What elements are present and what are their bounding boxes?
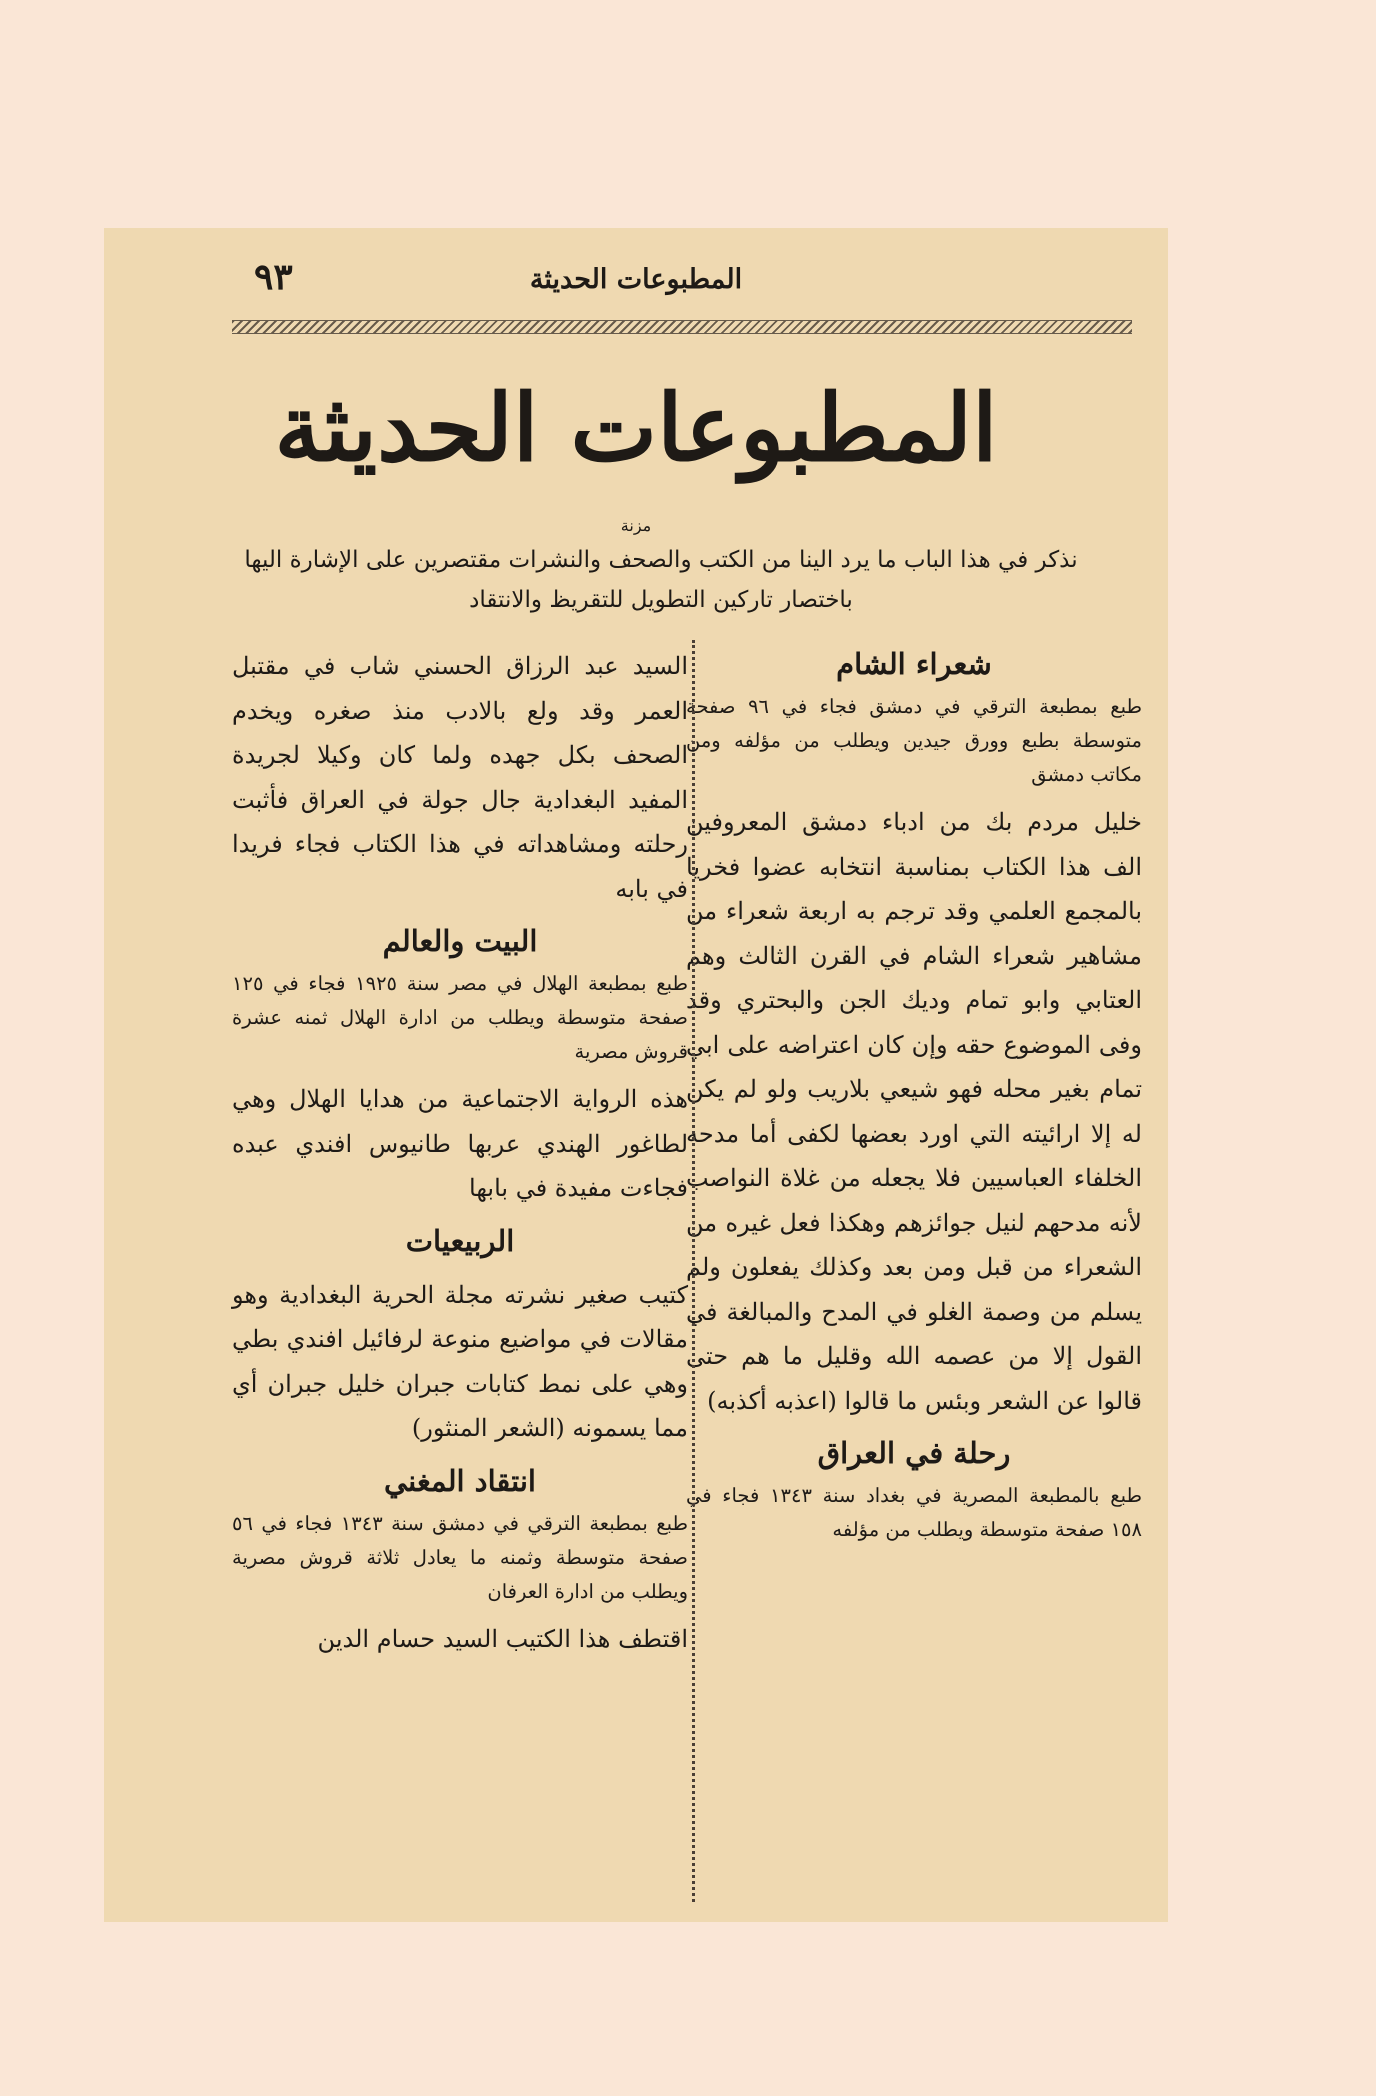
page-number: ٩٣ <box>254 256 293 298</box>
section-heading: انتقاد المغني <box>384 1463 536 1498</box>
review-text: اقتطف هذا الكتيب السيد حسام الدين <box>317 1624 688 1653</box>
section-heading: الربيعيات <box>405 1223 515 1258</box>
publication-info: طبع بالمطبعة المصرية في بغداد سنة ١٣٤٣ فجاء في ١٥٨ صفحة متوسطة ويطلب من مؤلفه <box>686 1484 1142 1541</box>
journal-page <box>104 228 1168 1922</box>
section-heading: البيت والعالم <box>382 924 538 958</box>
running-header <box>104 254 1168 304</box>
ornamental-rule <box>232 320 1132 334</box>
section-heading: رحلة في العراق <box>817 1436 1011 1470</box>
section-heading: شعراء الشام <box>836 647 992 681</box>
title-ornament: مزنة <box>620 516 652 535</box>
column-divider <box>692 640 695 1902</box>
review-text: كتيب صغير نشرته مجلة الحرية البغدادية وهو مقالات في مواضيع منوعة لرفائيل افندي بطي وهي على نمط كتابات جبران خليل جبران أي مما يسمونه (الشعر المنثور) <box>232 1280 688 1442</box>
publication-info: طبع بمطبعة الهلال في مصر سنة ١٩٢٥ فجاء في ١٢٥ صفحة متوسطة ويطلب من ادارة الهلال ثمنه عشرة قروش مصرية <box>232 972 688 1063</box>
left-column <box>232 636 688 1906</box>
review-text: هذه الرواية الاجتماعية من هدايا الهلال وهي لطاغور الهندي عربها طانيوس افندي عبده فجاءت مفيدة في بابها <box>232 1085 688 1202</box>
running-title: المطبوعات الحديثة <box>529 264 743 295</box>
publication-info: طبع بمطبعة الترقي في دمشق فجاء في ٩٦ صفحة متوسطة بطبع وورق جيدين ويطلب من مؤلفه ومن مكاتب دمشق <box>686 695 1142 786</box>
intro-paragraph: نذكر في هذا الباب ما يرد الينا من الكتب والصحف والنشرات مقتصرين على الإشارة اليها باختصار تاركين التطويل للتقريظ والانتقاد <box>244 547 1078 613</box>
review-text: السيد عبد الرزاق الحسني شاب في مقتبل العمر وقد ولع بالادب منذ صغره ويخدم الصحف بكل جهده ولما كان وكيلا لجريدة المفيد البغدادية جال جولة في العراق فأثبت رحلته ومشاهداته في هذا الكتاب فجاء فريدا في بابه <box>232 652 688 903</box>
right-column <box>686 636 1142 1906</box>
page-title: المطبوعات الحديثة <box>274 374 998 482</box>
review-text: خليل مردم بك من ادباء دمشق المعروفين الف هذا الكتاب بمناسبة انتخابه عضوا فخريا بالمجمع العلمي وقد ترجم به اربعة شعراء من مشاهير شعراء الشام في القرن الثالث وهم العتابي وابو تمام وديك الجن والبحتري وقد وفى الموضوع حقه وإن كان اعتراضه على ابي تمام بغير محله فهو شيعي بلاريب ولو لم يكن له إلا ارائيته التي اورد بعضها لكفى أما مدحه الخلفاء العباسيين فلا يجعله من غلاة النواصب لأنه مدحهم لنيل جوائزهم وهكذا فعل غيره من الشعراء من قبل ومن بعد وكذلك يفعلون ولم يسلم من وصمة الغلو في المدح والمبالغة في القول إلا من عصمه الله وقليل ما هم حتى قالوا عن الشعر وبئس ما قالوا (اعذبه أكذبه) <box>686 808 1142 1415</box>
publication-info: طبع بمطبعة الترقي في دمشق سنة ١٣٤٣ فجاء في ٥٦ صفحة متوسطة وثمنه ما يعادل ثلاثة قروش مصرية ويطلب من ادارة العرفان <box>232 1511 688 1603</box>
